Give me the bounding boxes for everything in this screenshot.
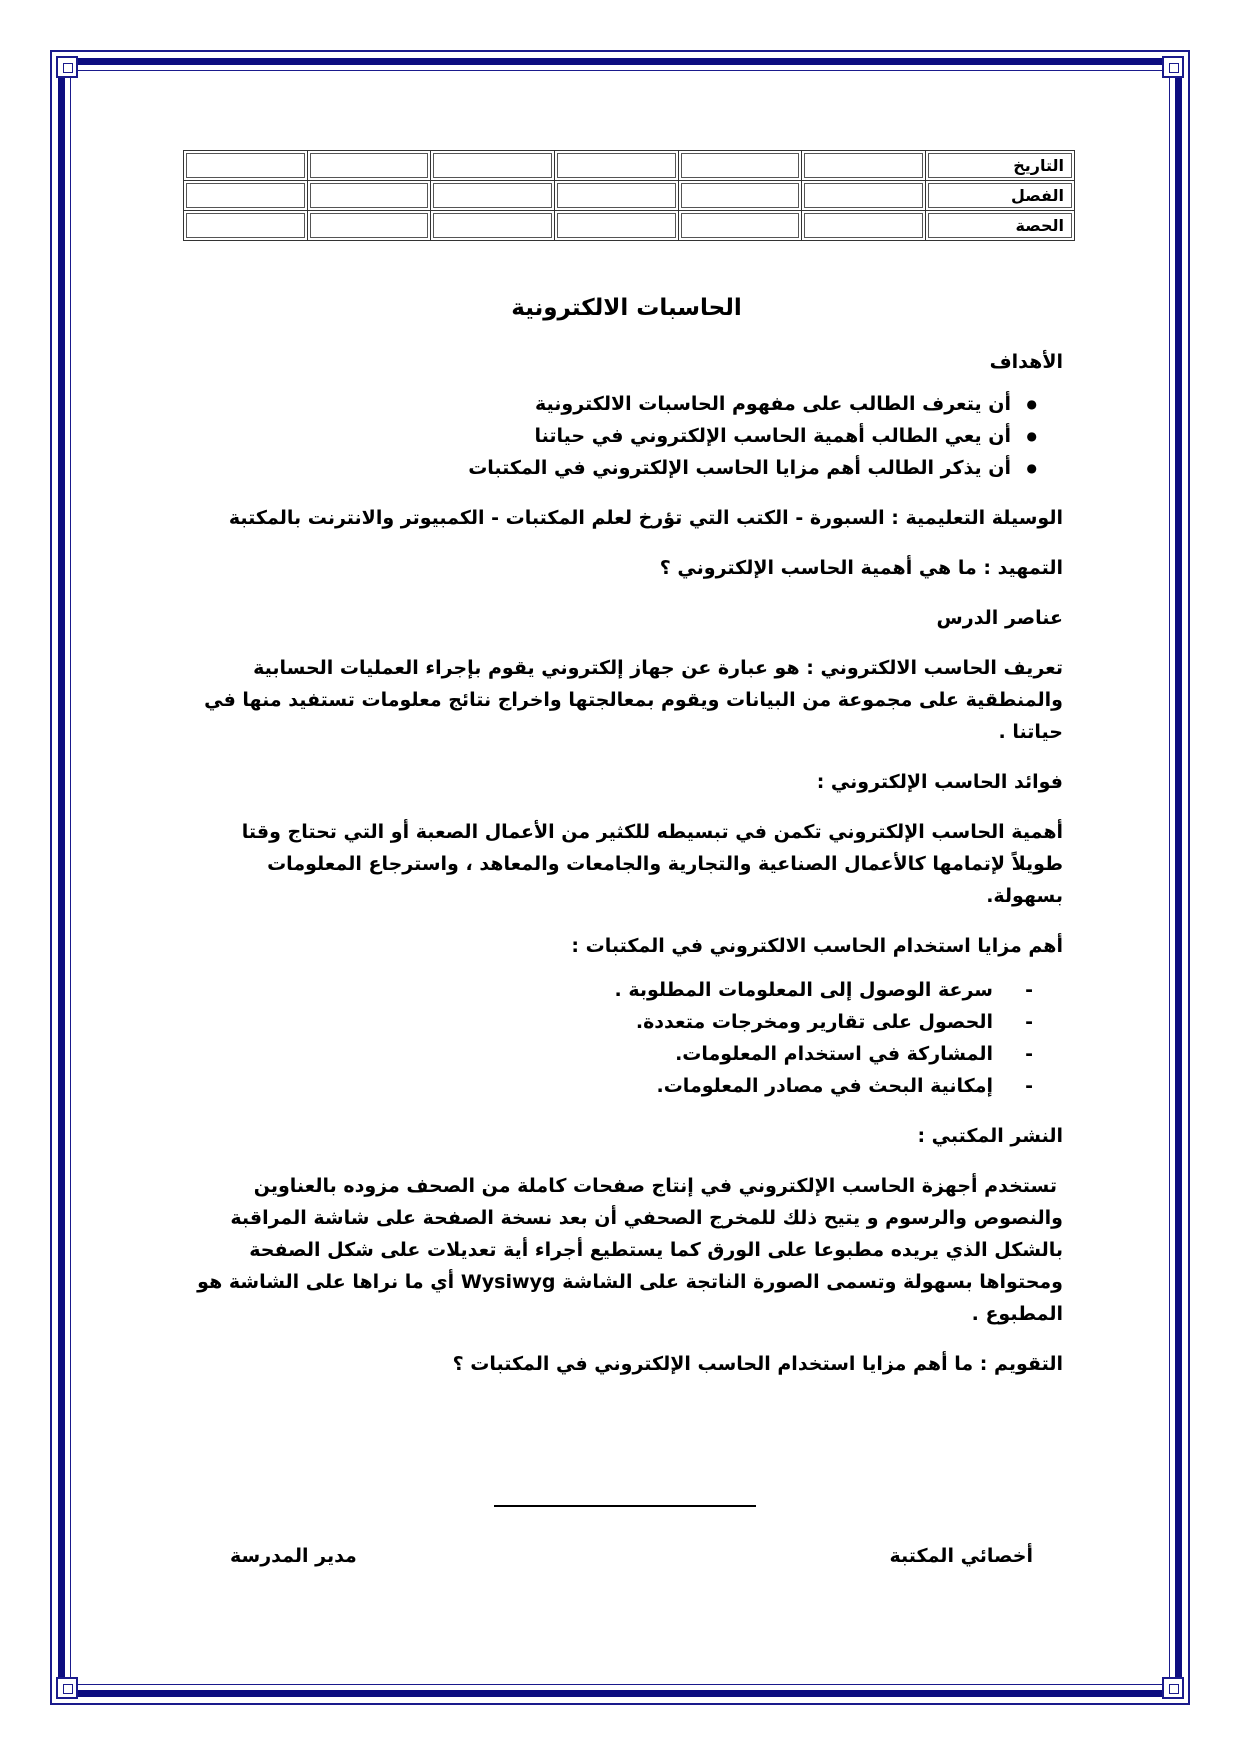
- table-cell[interactable]: [431, 151, 555, 181]
- period-label: الحصة: [926, 211, 1075, 241]
- table-cell[interactable]: [307, 151, 431, 181]
- table-cell[interactable]: [431, 211, 555, 241]
- class-label: الفصل: [926, 181, 1075, 211]
- list-item: - سرعة الوصول إلى المعلومات المطلوبة .: [190, 974, 1033, 1006]
- teaching-aid: الوسيلة التعليمية : السبورة - الكتب التي تؤرخ لعلم المكتبات - الكمبيوتر والانترنت بالمكتبة: [228, 507, 1063, 529]
- list-item: - الحصول على تقارير ومخرجات متعددة.: [190, 1006, 1033, 1038]
- table-row: [184, 151, 1075, 181]
- table-cell[interactable]: [678, 211, 802, 241]
- frame-corner-ornament: [1162, 1677, 1184, 1699]
- librarian-signature-label: أخصائي المكتبة: [889, 1545, 1033, 1567]
- table-cell[interactable]: [678, 151, 802, 181]
- list-item: ● أن يذكر الطالب أهم مزايا الحاسب الإلكتروني في المكتبات: [190, 452, 1037, 484]
- definition: تعريف الحاسب الالكتروني : هو عبارة عن جهاز إلكتروني يقوم بإجراء العمليات الحسابية والمنطقية على مجموعة من البيانات ويقوم بمعالجتها واخراج نتائج معلومات تستفيد منها في حياتنا .: [204, 657, 1063, 743]
- frame-corner-ornament: [56, 1677, 78, 1699]
- benefits-text: أهمية الحاسب الإلكتروني تكمن في تبسيطه للكثير من الأعمال الصعبة أو التي تحتاج وقتا طويلاً لإتمامها كالأعمال الصناعية والتجارية والجامعات والمعاهد ، واسترجاع المعلومات بسهولة.: [241, 821, 1063, 907]
- table-cell[interactable]: [184, 181, 308, 211]
- frame-corner-ornament: [56, 56, 78, 78]
- evaluation: التقويم : ما أهم مزايا استخدام الحاسب الإلكتروني في المكتبات ؟: [452, 1353, 1063, 1375]
- table-cell[interactable]: [184, 211, 308, 241]
- table-cell[interactable]: [555, 181, 679, 211]
- table-cell[interactable]: [678, 181, 802, 211]
- desktop-publishing-text: تستخدم أجهزة الحاسب الإلكتروني في إنتاج صفحات كاملة من الصحف مزوده بالعناوين والنصوص والرسوم و يتيح ذلك للمخرج الصحفي أن بعد نسخة الصفحة على شاشة المراقبة بالشكل الذي يريده مطبوعا على الورق كما يستطيع أجراء أية تعديلات على شكل الصفحة ومحتواها بسهولة وتسمى الصورة الناتجة على الشاشة Wysiwyg أي ما نراها على الشاشة هو المطبوع .: [197, 1175, 1063, 1325]
- frame-corner-ornament: [1162, 56, 1184, 78]
- objectives-list: [190, 388, 1063, 484]
- table-cell[interactable]: [802, 211, 926, 241]
- date-label: التاريخ: [926, 151, 1075, 181]
- table-cell[interactable]: [307, 181, 431, 211]
- table-row: [184, 181, 1075, 211]
- list-item: - المشاركة في استخدام المعلومات.: [190, 1038, 1033, 1070]
- divider: [494, 1505, 756, 1507]
- list-item: ● أن يعي الطالب أهمية الحاسب الإلكتروني في حياتنا: [190, 420, 1037, 452]
- intro: التمهيد : ما هي أهمية الحاسب الإلكتروني ؟: [659, 557, 1063, 579]
- table-cell[interactable]: [802, 181, 926, 211]
- table-cell[interactable]: [431, 181, 555, 211]
- page-title: الحاسبات الالكترونية: [511, 295, 742, 321]
- objectives-heading: الأهداف: [989, 351, 1063, 373]
- advantages-heading: أهم مزايا استخدام الحاسب الالكتروني في المكتبات :: [571, 935, 1063, 957]
- table-row: [184, 211, 1075, 241]
- table-cell[interactable]: [802, 151, 926, 181]
- table-cell[interactable]: [555, 211, 679, 241]
- benefits-heading: فوائد الحاسب الإلكتروني :: [816, 771, 1063, 793]
- lesson-elements-heading: عناصر الدرس: [936, 607, 1063, 629]
- lesson-info-table: [183, 150, 1075, 241]
- list-item: ● أن يتعرف الطالب على مفهوم الحاسبات الالكترونية: [190, 388, 1037, 420]
- table-cell[interactable]: [307, 211, 431, 241]
- lesson-content: [190, 292, 1063, 1398]
- advantages-list: [190, 974, 1063, 1102]
- principal-signature-label: مدير المدرسة: [230, 1545, 357, 1567]
- table-cell[interactable]: [555, 151, 679, 181]
- list-item: - إمكانية البحث في مصادر المعلومات.: [190, 1070, 1033, 1102]
- desktop-publishing-heading: النشر المكتبي :: [917, 1125, 1063, 1147]
- table-cell[interactable]: [184, 151, 308, 181]
